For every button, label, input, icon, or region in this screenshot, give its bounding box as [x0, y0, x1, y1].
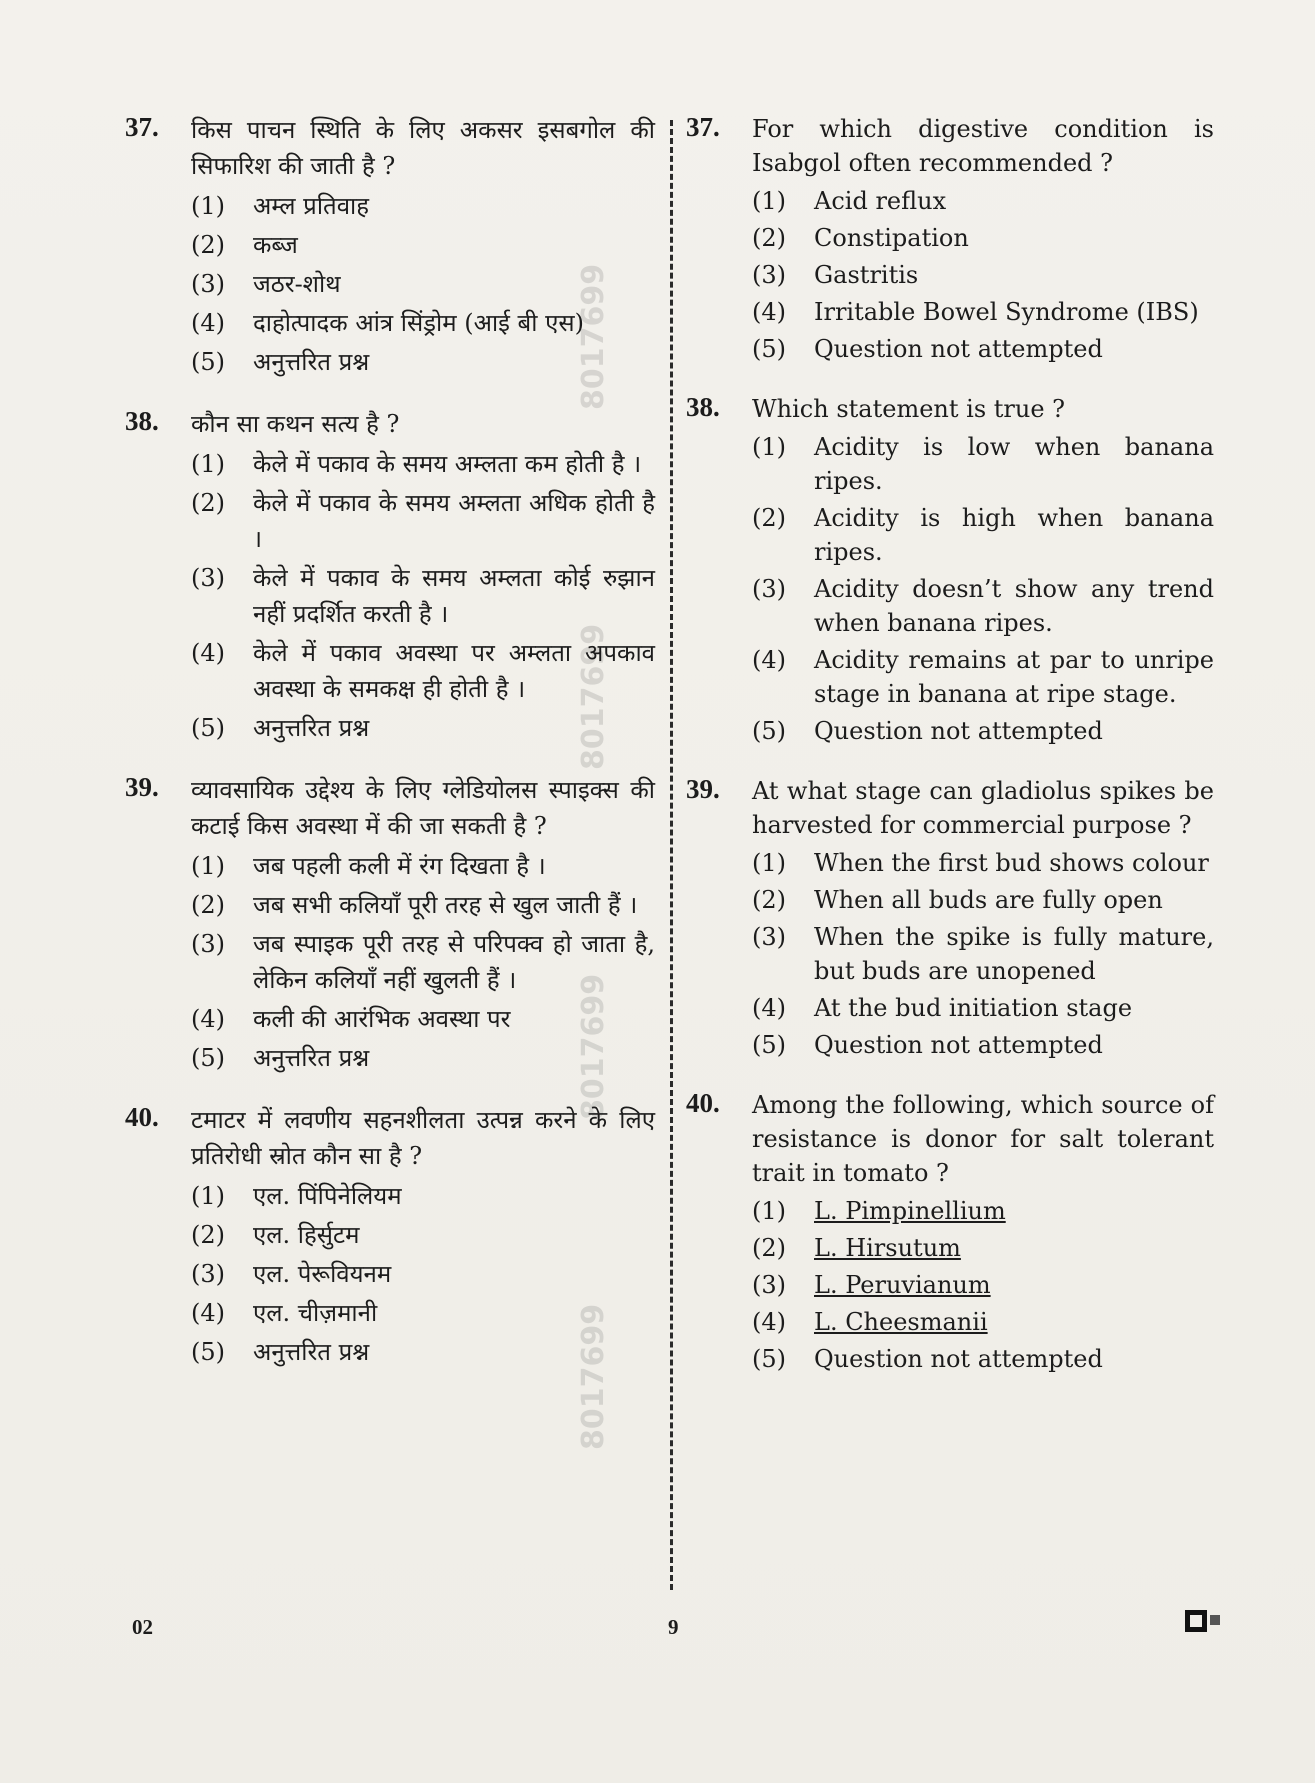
option: [191, 227, 655, 263]
question-40-hindi: [125, 1102, 655, 1370]
question-text: Which statement is true ?: [752, 395, 1066, 423]
option-number: (4): [752, 994, 786, 1022]
option-text: केले में पकाव अवस्था पर अम्लता अपकाव अवस्था के समकक्ष ही होती है ।: [253, 639, 655, 703]
question-number: 37.: [125, 112, 159, 142]
option-number: (2): [191, 891, 225, 919]
option-text: Question not attempted: [814, 717, 1103, 745]
option: [752, 1194, 1214, 1228]
option: [752, 221, 1214, 255]
option-number: (1): [752, 433, 786, 461]
option-number: (2): [752, 224, 786, 252]
question-38-english: [686, 392, 1214, 748]
question-number: 38.: [125, 406, 159, 436]
option-text: एल. चीज़मानी: [253, 1299, 378, 1327]
option: [191, 560, 655, 632]
column-divider: [670, 120, 673, 1590]
question-37-english: [686, 112, 1214, 366]
question-number: 40.: [686, 1088, 720, 1118]
question-40-english: [686, 1088, 1214, 1376]
question-text: किस पाचन स्थिति के लिए अकसर इसबगोल की सिफारिश की जाती है ?: [191, 116, 655, 180]
option-number: (2): [752, 1234, 786, 1262]
option-number: (3): [752, 923, 786, 951]
option-text: Question not attempted: [814, 1031, 1103, 1059]
option-number: (3): [191, 930, 225, 958]
english-column: [686, 112, 1214, 1402]
option-number: (4): [191, 1299, 225, 1327]
option: [752, 332, 1214, 366]
question-text: Among the following, which source of resistance is donor for salt tolerant trait in tomato ?: [752, 1091, 1214, 1187]
option-number: (5): [191, 714, 225, 742]
hindi-column: [125, 112, 655, 1396]
option-number: (2): [752, 504, 786, 532]
question-text: व्यावसायिक उद्देश्य के लिए ग्लेडियोलस स्पाइक्स की कटाई किस अवस्था में की जा सकती है ?: [191, 776, 655, 840]
option-text: अम्ल प्रतिवाह: [253, 192, 370, 220]
option: [752, 1342, 1214, 1376]
option: [752, 184, 1214, 218]
option: [191, 848, 655, 884]
option-text: L. Pimpinellium: [814, 1197, 1006, 1225]
option: [752, 1305, 1214, 1339]
option-text: दाहोत्पादक आंत्र सिंड्रोम (आई बी एस): [253, 309, 584, 337]
option-text: Acidity is high when banana ripes.: [814, 504, 1214, 566]
option-number: (1): [752, 187, 786, 215]
option-text: Question not attempted: [814, 335, 1103, 363]
option-number: (1): [752, 1197, 786, 1225]
question-number: 38.: [686, 392, 720, 422]
option: [191, 266, 655, 302]
option: [191, 1040, 655, 1076]
option: [752, 572, 1214, 640]
option-text: When all buds are fully open: [814, 886, 1163, 914]
option-number: (5): [752, 717, 786, 745]
option-number: (2): [191, 489, 225, 517]
option-number: (1): [191, 1182, 225, 1210]
option: [191, 1178, 655, 1214]
option: [191, 887, 655, 923]
option-number: (5): [191, 1338, 225, 1366]
registration-mark-icon: [1185, 1610, 1207, 1632]
option: [752, 643, 1214, 711]
page-number: 9: [668, 1615, 679, 1639]
watermark-text: 8017699: [576, 1303, 611, 1450]
option-text: Irritable Bowel Syndrome (IBS): [814, 298, 1199, 326]
option-number: (1): [191, 192, 225, 220]
option-text: जठर-शोथ: [253, 270, 341, 298]
option-number: (4): [191, 639, 225, 667]
option-text: जब स्पाइक पूरी तरह से परिपक्व हो जाता है, लेकिन कलियाँ नहीं खुलती हैं ।: [253, 930, 655, 994]
question-39-hindi: [125, 772, 655, 1076]
option-number: (2): [191, 1221, 225, 1249]
option: [752, 883, 1214, 917]
option-number: (2): [752, 886, 786, 914]
option-text: जब सभी कलियाँ पूरी तरह से खुल जाती हैं ।: [253, 891, 638, 919]
option-number: (3): [752, 1271, 786, 1299]
option-text: Gastritis: [814, 261, 919, 289]
option-text: एल. हिर्सुटम: [253, 1221, 360, 1249]
option-text: L. Hirsutum: [814, 1234, 961, 1262]
option-text: Question not attempted: [814, 1345, 1103, 1373]
option: [752, 295, 1214, 329]
question-number: 39.: [686, 774, 720, 804]
option: [191, 305, 655, 341]
option-text: At the bud initiation stage: [814, 994, 1133, 1022]
question-text: For which digestive condition is Isabgol often recommended ?: [752, 115, 1214, 177]
option-number: (3): [191, 1260, 225, 1288]
option-text: केले में पकाव के समय अम्लता कम होती है ।: [253, 450, 642, 478]
options-list: [191, 848, 655, 1076]
option-text: कली की आरंभिक अवस्था पर: [253, 1005, 511, 1033]
watermark-text: 8017699: [576, 623, 611, 770]
question-37-hindi: [125, 112, 655, 380]
option: [752, 846, 1214, 880]
options-list: [191, 446, 655, 746]
option-text: अनुत्तरित प्रश्न: [253, 1338, 370, 1366]
option-number: (3): [752, 261, 786, 289]
registration-dot-icon: [1210, 1615, 1220, 1625]
option-number: (5): [191, 348, 225, 376]
option-text: एल. पिंपिनेलियम: [253, 1182, 402, 1210]
option-number: (5): [752, 1031, 786, 1059]
option-number: (3): [752, 575, 786, 603]
option: [752, 1231, 1214, 1265]
option-text: Acid reflux: [814, 187, 947, 215]
option-text: अनुत्तरित प्रश्न: [253, 1044, 370, 1072]
question-text: कौन सा कथन सत्य है ?: [191, 410, 400, 438]
option-number: (4): [752, 298, 786, 326]
option-text: When the spike is fully mature, but buds are unopened: [814, 923, 1214, 985]
option: [191, 1295, 655, 1331]
option-text: Acidity is low when banana ripes.: [814, 433, 1214, 495]
option-text: जब पहली कली में रंग दिखता है ।: [253, 852, 546, 880]
option-number: (1): [752, 849, 786, 877]
option: [191, 926, 655, 998]
question-text: टमाटर में लवणीय सहनशीलता उत्पन्न करने के लिए प्रतिरोधी स्रोत कौन सा है ?: [191, 1106, 655, 1170]
option-text: केले में पकाव के समय अम्लता अधिक होती है ।: [253, 489, 655, 553]
option: [191, 1217, 655, 1253]
option-text: केले में पकाव के समय अम्लता कोई रुझान नहीं प्रदर्शित करती है ।: [253, 564, 655, 628]
option-text: L. Peruvianum: [814, 1271, 991, 1299]
option: [191, 344, 655, 380]
option-text: Acidity remains at par to unripe stage in banana at ripe stage.: [814, 646, 1214, 708]
option: [752, 920, 1214, 988]
option-number: (1): [191, 852, 225, 880]
booklet-code: 02: [132, 1615, 153, 1639]
options-list: [752, 430, 1214, 748]
question-38-hindi: [125, 406, 655, 746]
question-39-english: [686, 774, 1214, 1062]
option-text: अनुत्तरित प्रश्न: [253, 714, 370, 742]
watermark-text: 8017699: [576, 263, 611, 410]
option-text: Acidity doesn’t show any trend when banana ripes.: [814, 575, 1214, 637]
option: [752, 1268, 1214, 1302]
option-number: (5): [191, 1044, 225, 1072]
question-number: 39.: [125, 772, 159, 802]
option-number: (3): [191, 270, 225, 298]
option-number: (3): [191, 564, 225, 592]
option-number: (1): [191, 450, 225, 478]
option: [191, 1334, 655, 1370]
option: [752, 1028, 1214, 1062]
question-text: At what stage can gladiolus spikes be harvested for commercial purpose ?: [752, 777, 1214, 839]
option: [752, 714, 1214, 748]
option-text: When the first bud shows colour: [814, 849, 1209, 877]
question-number: 37.: [686, 112, 720, 142]
option-number: (5): [752, 1345, 786, 1373]
option-number: (4): [191, 1005, 225, 1033]
question-number: 40.: [125, 1102, 159, 1132]
option: [191, 485, 655, 557]
options-list: [752, 1194, 1214, 1376]
option-text: कब्ज: [253, 231, 298, 259]
option-number: (5): [752, 335, 786, 363]
option-text: L. Cheesmanii: [814, 1308, 988, 1336]
option: [752, 501, 1214, 569]
option-text: अनुत्तरित प्रश्न: [253, 348, 370, 376]
option-number: (4): [191, 309, 225, 337]
option-number: (4): [752, 1308, 786, 1336]
option: [191, 446, 655, 482]
option: [752, 258, 1214, 292]
options-list: [752, 184, 1214, 366]
option: [191, 1001, 655, 1037]
watermark-text: 8017699: [576, 973, 611, 1120]
options-list: [191, 188, 655, 380]
option: [752, 430, 1214, 498]
option: [752, 991, 1214, 1025]
option: [191, 188, 655, 224]
option: [191, 1256, 655, 1292]
option-number: (4): [752, 646, 786, 674]
option-text: एल. पेरूवियनम: [253, 1260, 392, 1288]
options-list: [752, 846, 1214, 1062]
option: [191, 635, 655, 707]
options-list: [191, 1178, 655, 1370]
option-number: (2): [191, 231, 225, 259]
option: [191, 710, 655, 746]
option-text: Constipation: [814, 224, 969, 252]
